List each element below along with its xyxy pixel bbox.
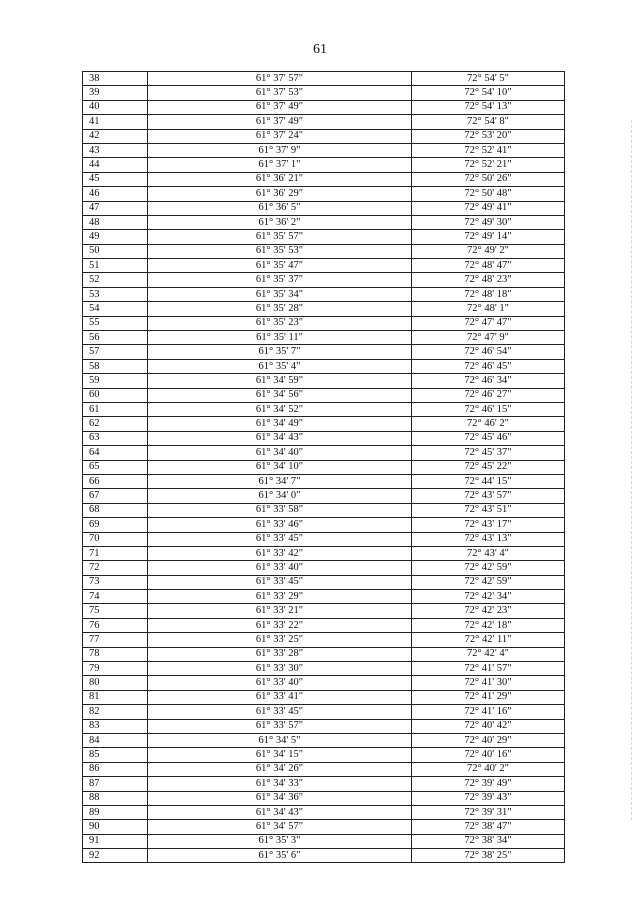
longitude-cell: 72° 49' 30" bbox=[412, 215, 565, 229]
latitude-cell: 61° 33' 58" bbox=[148, 503, 412, 517]
point-number-cell: 59 bbox=[83, 374, 148, 388]
table-row bbox=[83, 259, 565, 273]
longitude-cell: 72° 46' 45" bbox=[412, 359, 565, 373]
point-number-cell: 78 bbox=[83, 647, 148, 661]
table-row bbox=[83, 86, 565, 100]
longitude-cell: 72° 39' 49" bbox=[412, 777, 565, 791]
latitude-cell: 61° 37' 49" bbox=[148, 100, 412, 114]
table-row bbox=[83, 287, 565, 301]
point-number-cell: 40 bbox=[83, 100, 148, 114]
table-row bbox=[83, 316, 565, 330]
point-number-cell: 49 bbox=[83, 230, 148, 244]
table-row bbox=[83, 215, 565, 229]
latitude-cell: 61° 33' 28" bbox=[148, 647, 412, 661]
longitude-cell: 72° 42' 4" bbox=[412, 647, 565, 661]
longitude-cell: 72° 38' 34" bbox=[412, 834, 565, 848]
longitude-cell: 72° 45' 22" bbox=[412, 460, 565, 474]
longitude-cell: 72° 54' 8" bbox=[412, 115, 565, 129]
table-row bbox=[83, 201, 565, 215]
longitude-cell: 72° 48' 23" bbox=[412, 273, 565, 287]
latitude-cell: 61° 34' 52" bbox=[148, 402, 412, 416]
latitude-cell: 61° 36' 2" bbox=[148, 215, 412, 229]
latitude-cell: 61° 35' 37" bbox=[148, 273, 412, 287]
table-row bbox=[83, 662, 565, 676]
point-number-cell: 84 bbox=[83, 733, 148, 747]
longitude-cell: 72° 54' 13" bbox=[412, 100, 565, 114]
longitude-cell: 72° 53' 20" bbox=[412, 129, 565, 143]
point-number-cell: 50 bbox=[83, 244, 148, 258]
table-row bbox=[83, 460, 565, 474]
point-number-cell: 43 bbox=[83, 143, 148, 157]
table-row bbox=[83, 359, 565, 373]
point-number-cell: 75 bbox=[83, 604, 148, 618]
point-number-cell: 58 bbox=[83, 359, 148, 373]
latitude-cell: 61° 36' 21" bbox=[148, 172, 412, 186]
longitude-cell: 72° 48' 1" bbox=[412, 302, 565, 316]
point-number-cell: 65 bbox=[83, 460, 148, 474]
longitude-cell: 72° 52' 41" bbox=[412, 143, 565, 157]
latitude-cell: 61° 34' 26" bbox=[148, 762, 412, 776]
point-number-cell: 81 bbox=[83, 690, 148, 704]
table-row bbox=[83, 446, 565, 460]
table-row bbox=[83, 561, 565, 575]
scan-edge-mark bbox=[630, 120, 632, 820]
latitude-cell: 61° 34' 7" bbox=[148, 474, 412, 488]
point-number-cell: 41 bbox=[83, 115, 148, 129]
table-row bbox=[83, 417, 565, 431]
point-number-cell: 62 bbox=[83, 417, 148, 431]
latitude-cell: 61° 37' 49" bbox=[148, 115, 412, 129]
table-row bbox=[83, 230, 565, 244]
longitude-cell: 72° 50' 48" bbox=[412, 187, 565, 201]
table-row bbox=[83, 273, 565, 287]
point-number-cell: 82 bbox=[83, 705, 148, 719]
point-number-cell: 42 bbox=[83, 129, 148, 143]
latitude-cell: 61° 35' 3" bbox=[148, 834, 412, 848]
latitude-cell: 61° 34' 36" bbox=[148, 791, 412, 805]
latitude-cell: 61° 35' 7" bbox=[148, 345, 412, 359]
latitude-cell: 61° 33' 25" bbox=[148, 633, 412, 647]
table-row bbox=[83, 374, 565, 388]
longitude-cell: 72° 38' 47" bbox=[412, 820, 565, 834]
table-row bbox=[83, 302, 565, 316]
table-row bbox=[83, 604, 565, 618]
latitude-cell: 61° 34' 57" bbox=[148, 820, 412, 834]
latitude-cell: 61° 35' 23" bbox=[148, 316, 412, 330]
table-row bbox=[83, 575, 565, 589]
point-number-cell: 86 bbox=[83, 762, 148, 776]
longitude-cell: 72° 42' 11" bbox=[412, 633, 565, 647]
latitude-cell: 61° 33' 29" bbox=[148, 590, 412, 604]
latitude-cell: 61° 35' 57" bbox=[148, 230, 412, 244]
table-row bbox=[83, 676, 565, 690]
table-row bbox=[83, 647, 565, 661]
page-number: 61 bbox=[313, 42, 327, 57]
longitude-cell: 72° 44' 15" bbox=[412, 474, 565, 488]
longitude-cell: 72° 46' 54" bbox=[412, 345, 565, 359]
point-number-cell: 55 bbox=[83, 316, 148, 330]
latitude-cell: 61° 34' 56" bbox=[148, 388, 412, 402]
coordinates-table-body bbox=[83, 72, 565, 863]
longitude-cell: 72° 40' 16" bbox=[412, 748, 565, 762]
latitude-cell: 61° 33' 45" bbox=[148, 532, 412, 546]
latitude-cell: 61° 33' 41" bbox=[148, 690, 412, 704]
table-row bbox=[83, 503, 565, 517]
longitude-cell: 72° 41' 57" bbox=[412, 662, 565, 676]
point-number-cell: 70 bbox=[83, 532, 148, 546]
latitude-cell: 61° 34' 15" bbox=[148, 748, 412, 762]
table-row bbox=[83, 431, 565, 445]
latitude-cell: 61° 33' 40" bbox=[148, 676, 412, 690]
table-row bbox=[83, 633, 565, 647]
longitude-cell: 72° 49' 2" bbox=[412, 244, 565, 258]
table-row bbox=[83, 805, 565, 819]
longitude-cell: 72° 42' 23" bbox=[412, 604, 565, 618]
table-row bbox=[83, 331, 565, 345]
table-row bbox=[83, 748, 565, 762]
longitude-cell: 72° 49' 41" bbox=[412, 201, 565, 215]
point-number-cell: 68 bbox=[83, 503, 148, 517]
table-row bbox=[83, 518, 565, 532]
table-row bbox=[83, 345, 565, 359]
latitude-cell: 61° 37' 24" bbox=[148, 129, 412, 143]
table-row bbox=[83, 115, 565, 129]
point-number-cell: 90 bbox=[83, 820, 148, 834]
longitude-cell: 72° 45' 37" bbox=[412, 446, 565, 460]
longitude-cell: 72° 43' 4" bbox=[412, 546, 565, 560]
table-row bbox=[83, 532, 565, 546]
latitude-cell: 61° 33' 21" bbox=[148, 604, 412, 618]
point-number-cell: 64 bbox=[83, 446, 148, 460]
point-number-cell: 45 bbox=[83, 172, 148, 186]
point-number-cell: 39 bbox=[83, 86, 148, 100]
latitude-cell: 61° 37' 53" bbox=[148, 86, 412, 100]
longitude-cell: 72° 50' 26" bbox=[412, 172, 565, 186]
longitude-cell: 72° 39' 43" bbox=[412, 791, 565, 805]
latitude-cell: 61° 33' 57" bbox=[148, 719, 412, 733]
table-row bbox=[83, 187, 565, 201]
point-number-cell: 54 bbox=[83, 302, 148, 316]
table-row bbox=[83, 172, 565, 186]
point-number-cell: 89 bbox=[83, 805, 148, 819]
longitude-cell: 72° 40' 42" bbox=[412, 719, 565, 733]
table-row bbox=[83, 762, 565, 776]
point-number-cell: 52 bbox=[83, 273, 148, 287]
latitude-cell: 61° 35' 6" bbox=[148, 849, 412, 863]
latitude-cell: 61° 34' 43" bbox=[148, 805, 412, 819]
longitude-cell: 72° 45' 46" bbox=[412, 431, 565, 445]
latitude-cell: 61° 34' 59" bbox=[148, 374, 412, 388]
coordinates-table bbox=[82, 71, 565, 863]
table-row bbox=[83, 474, 565, 488]
longitude-cell: 72° 47' 47" bbox=[412, 316, 565, 330]
latitude-cell: 61° 33' 45" bbox=[148, 705, 412, 719]
longitude-cell: 72° 41' 16" bbox=[412, 705, 565, 719]
longitude-cell: 72° 43' 17" bbox=[412, 518, 565, 532]
longitude-cell: 72° 54' 10" bbox=[412, 86, 565, 100]
table-row bbox=[83, 100, 565, 114]
point-number-cell: 53 bbox=[83, 287, 148, 301]
point-number-cell: 67 bbox=[83, 489, 148, 503]
table-row bbox=[83, 388, 565, 402]
point-number-cell: 63 bbox=[83, 431, 148, 445]
latitude-cell: 61° 33' 46" bbox=[148, 518, 412, 532]
latitude-cell: 61° 34' 33" bbox=[148, 777, 412, 791]
point-number-cell: 48 bbox=[83, 215, 148, 229]
point-number-cell: 66 bbox=[83, 474, 148, 488]
longitude-cell: 72° 46' 27" bbox=[412, 388, 565, 402]
longitude-cell: 72° 40' 29" bbox=[412, 733, 565, 747]
latitude-cell: 61° 33' 22" bbox=[148, 618, 412, 632]
latitude-cell: 61° 33' 45" bbox=[148, 575, 412, 589]
table-row bbox=[83, 820, 565, 834]
table-row bbox=[83, 719, 565, 733]
longitude-cell: 72° 38' 25" bbox=[412, 849, 565, 863]
longitude-cell: 72° 52' 21" bbox=[412, 158, 565, 172]
latitude-cell: 61° 35' 47" bbox=[148, 259, 412, 273]
table-row bbox=[83, 791, 565, 805]
point-number-cell: 88 bbox=[83, 791, 148, 805]
table-row bbox=[83, 777, 565, 791]
latitude-cell: 61° 37' 1" bbox=[148, 158, 412, 172]
longitude-cell: 72° 48' 47" bbox=[412, 259, 565, 273]
longitude-cell: 72° 54' 5" bbox=[412, 72, 565, 86]
longitude-cell: 72° 43' 51" bbox=[412, 503, 565, 517]
latitude-cell: 61° 35' 11" bbox=[148, 331, 412, 345]
longitude-cell: 72° 47' 9" bbox=[412, 331, 565, 345]
latitude-cell: 61° 34' 0" bbox=[148, 489, 412, 503]
table-row bbox=[83, 244, 565, 258]
latitude-cell: 61° 33' 40" bbox=[148, 561, 412, 575]
latitude-cell: 61° 34' 40" bbox=[148, 446, 412, 460]
point-number-cell: 76 bbox=[83, 618, 148, 632]
table-row bbox=[83, 143, 565, 157]
point-number-cell: 69 bbox=[83, 518, 148, 532]
latitude-cell: 61° 35' 4" bbox=[148, 359, 412, 373]
longitude-cell: 72° 46' 34" bbox=[412, 374, 565, 388]
point-number-cell: 61 bbox=[83, 402, 148, 416]
longitude-cell: 72° 43' 57" bbox=[412, 489, 565, 503]
latitude-cell: 61° 36' 29" bbox=[148, 187, 412, 201]
latitude-cell: 61° 33' 30" bbox=[148, 662, 412, 676]
latitude-cell: 61° 35' 28" bbox=[148, 302, 412, 316]
table-row bbox=[83, 733, 565, 747]
point-number-cell: 71 bbox=[83, 546, 148, 560]
latitude-cell: 61° 35' 34" bbox=[148, 287, 412, 301]
table-row bbox=[83, 489, 565, 503]
table-row bbox=[83, 72, 565, 86]
longitude-cell: 72° 42' 59" bbox=[412, 561, 565, 575]
point-number-cell: 85 bbox=[83, 748, 148, 762]
point-number-cell: 72 bbox=[83, 561, 148, 575]
point-number-cell: 74 bbox=[83, 590, 148, 604]
latitude-cell: 61° 35' 53" bbox=[148, 244, 412, 258]
point-number-cell: 51 bbox=[83, 259, 148, 273]
table-row bbox=[83, 705, 565, 719]
table-row bbox=[83, 834, 565, 848]
longitude-cell: 72° 46' 15" bbox=[412, 402, 565, 416]
point-number-cell: 91 bbox=[83, 834, 148, 848]
latitude-cell: 61° 37' 57" bbox=[148, 72, 412, 86]
point-number-cell: 83 bbox=[83, 719, 148, 733]
point-number-cell: 77 bbox=[83, 633, 148, 647]
point-number-cell: 60 bbox=[83, 388, 148, 402]
longitude-cell: 72° 48' 18" bbox=[412, 287, 565, 301]
point-number-cell: 80 bbox=[83, 676, 148, 690]
point-number-cell: 38 bbox=[83, 72, 148, 86]
latitude-cell: 61° 34' 43" bbox=[148, 431, 412, 445]
point-number-cell: 87 bbox=[83, 777, 148, 791]
longitude-cell: 72° 42' 18" bbox=[412, 618, 565, 632]
point-number-cell: 73 bbox=[83, 575, 148, 589]
longitude-cell: 72° 46' 2" bbox=[412, 417, 565, 431]
point-number-cell: 46 bbox=[83, 187, 148, 201]
longitude-cell: 72° 40' 2" bbox=[412, 762, 565, 776]
table-row bbox=[83, 402, 565, 416]
point-number-cell: 79 bbox=[83, 662, 148, 676]
point-number-cell: 57 bbox=[83, 345, 148, 359]
table-row bbox=[83, 849, 565, 863]
latitude-cell: 61° 33' 42" bbox=[148, 546, 412, 560]
longitude-cell: 72° 42' 59" bbox=[412, 575, 565, 589]
table-row bbox=[83, 618, 565, 632]
latitude-cell: 61° 34' 5" bbox=[148, 733, 412, 747]
longitude-cell: 72° 43' 13" bbox=[412, 532, 565, 546]
longitude-cell: 72° 39' 31" bbox=[412, 805, 565, 819]
longitude-cell: 72° 41' 29" bbox=[412, 690, 565, 704]
longitude-cell: 72° 42' 34" bbox=[412, 590, 565, 604]
point-number-cell: 47 bbox=[83, 201, 148, 215]
longitude-cell: 72° 49' 14" bbox=[412, 230, 565, 244]
point-number-cell: 92 bbox=[83, 849, 148, 863]
latitude-cell: 61° 34' 10" bbox=[148, 460, 412, 474]
latitude-cell: 61° 37' 9" bbox=[148, 143, 412, 157]
table-row bbox=[83, 690, 565, 704]
longitude-cell: 72° 41' 30" bbox=[412, 676, 565, 690]
table-row bbox=[83, 129, 565, 143]
latitude-cell: 61° 36' 5" bbox=[148, 201, 412, 215]
latitude-cell: 61° 34' 49" bbox=[148, 417, 412, 431]
table-row bbox=[83, 158, 565, 172]
point-number-cell: 44 bbox=[83, 158, 148, 172]
point-number-cell: 56 bbox=[83, 331, 148, 345]
table-row bbox=[83, 590, 565, 604]
table-row bbox=[83, 546, 565, 560]
